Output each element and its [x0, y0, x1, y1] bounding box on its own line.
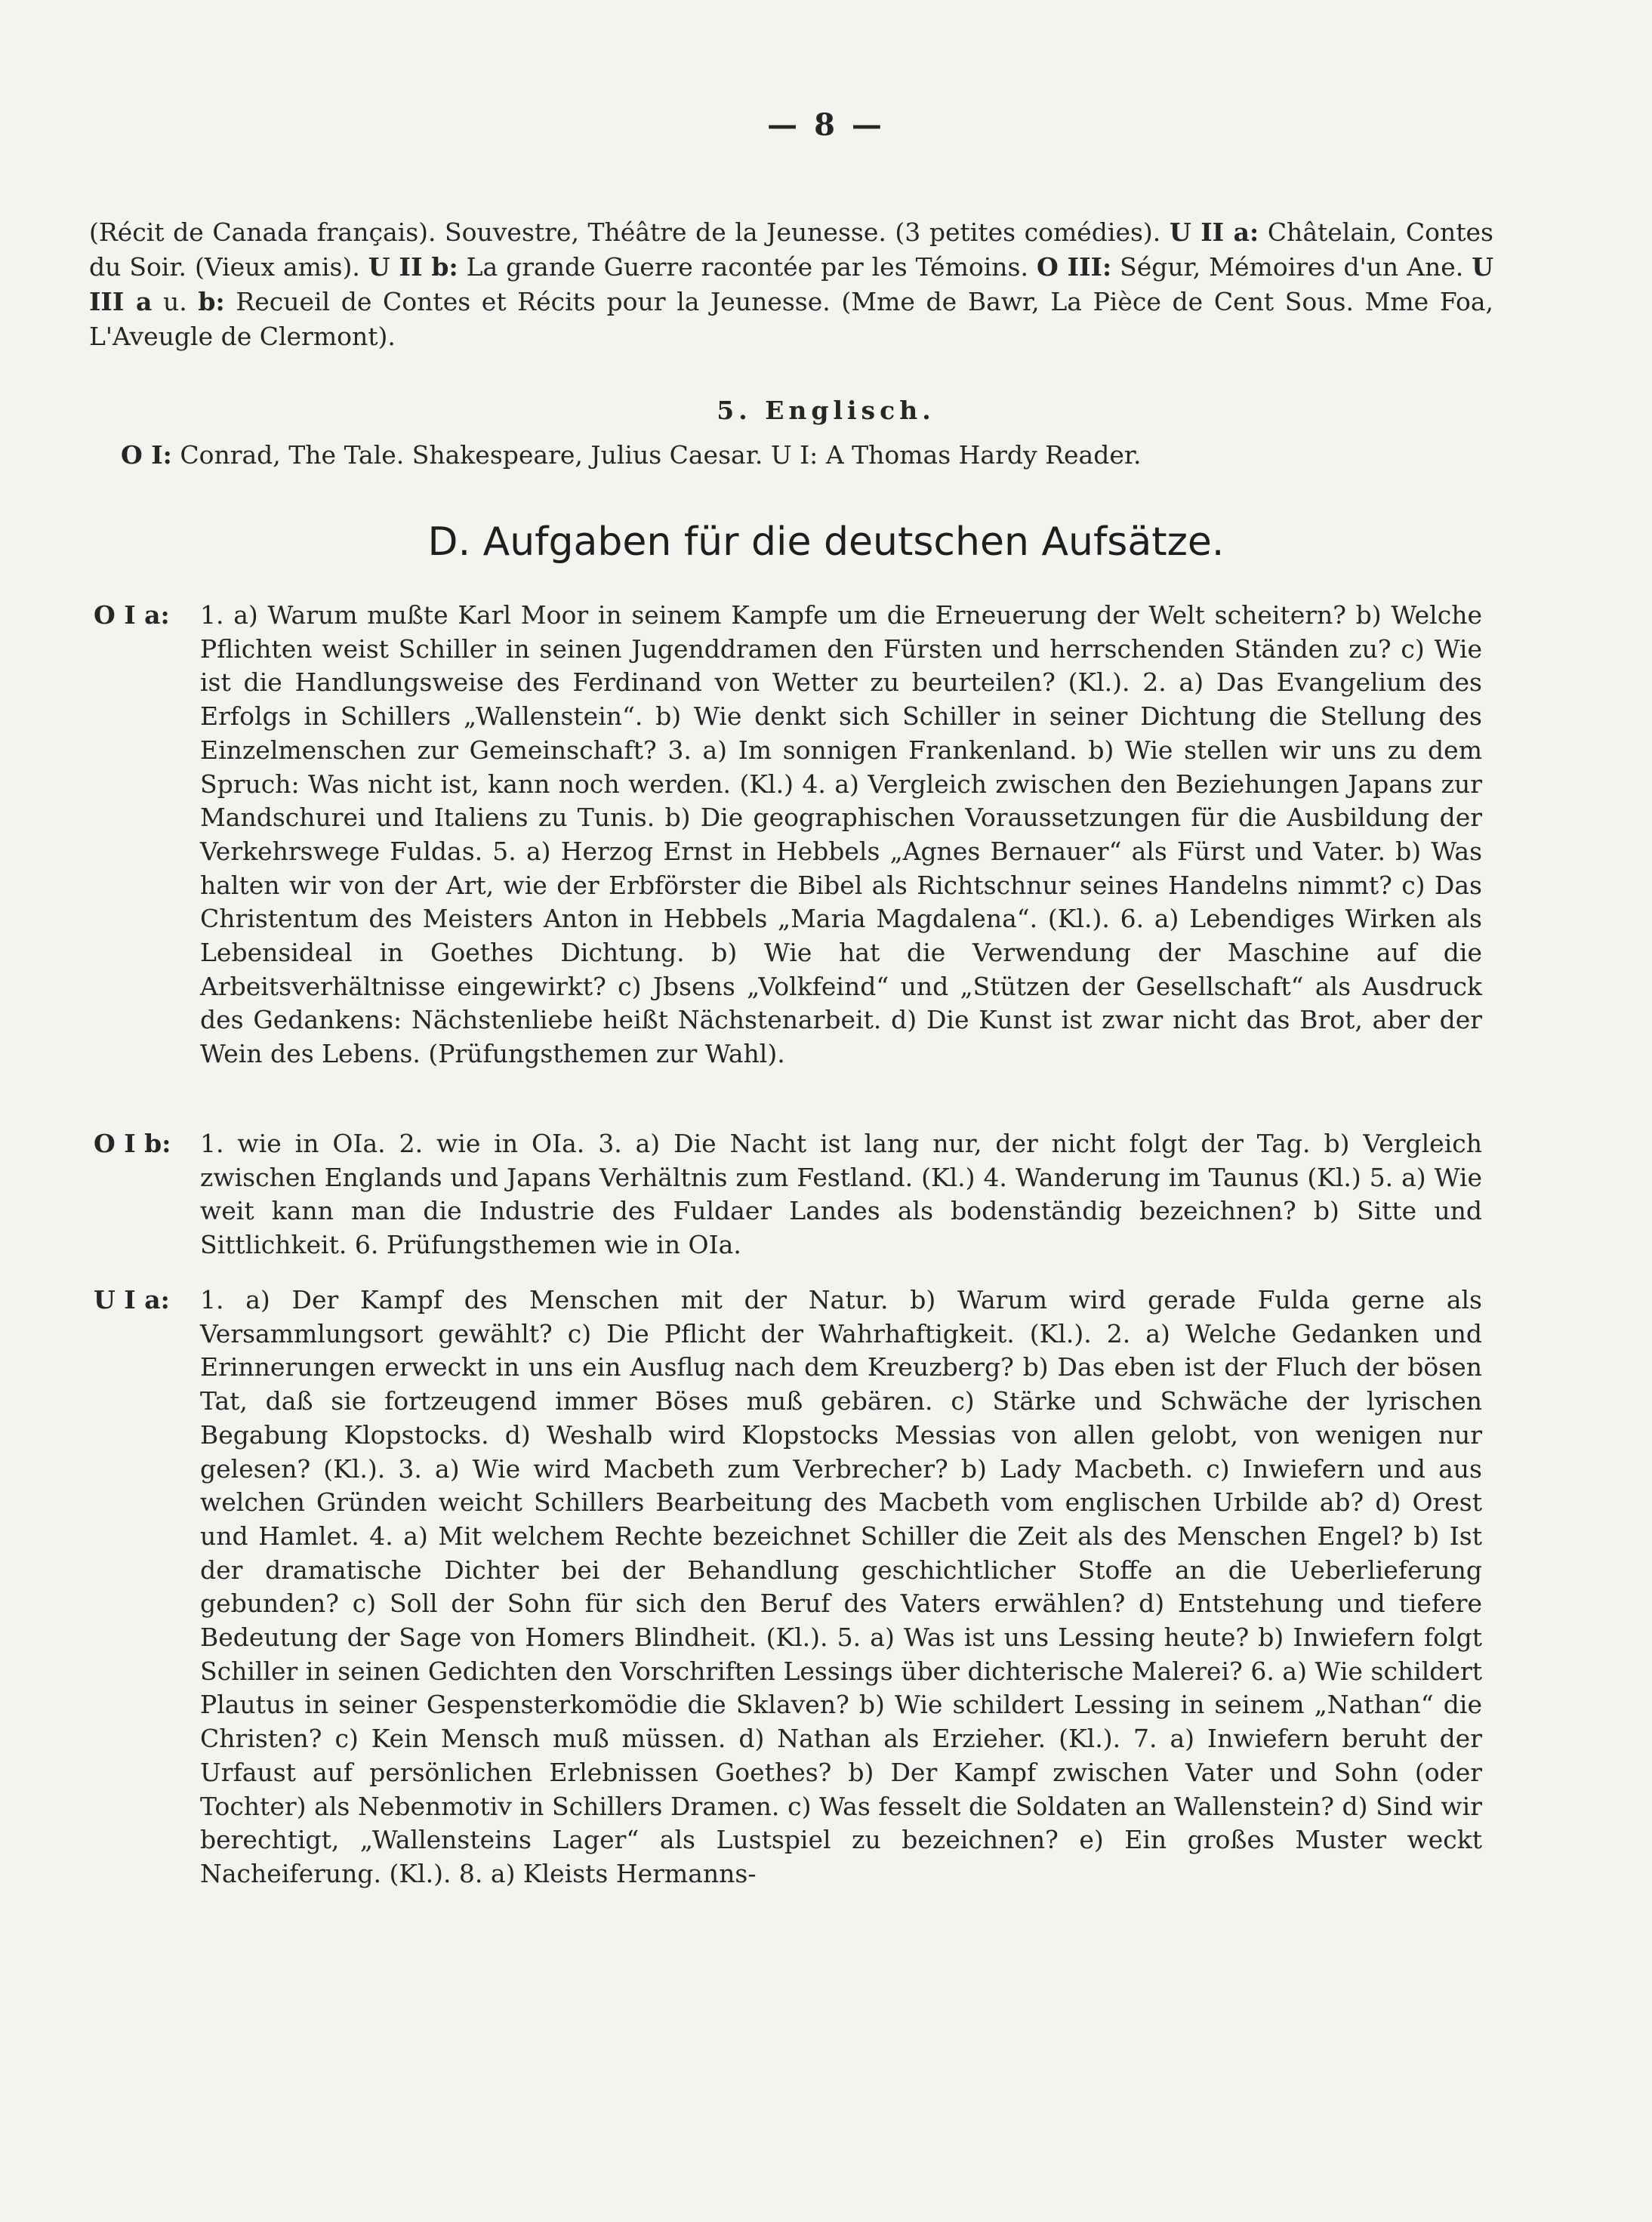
class-label-u2b: U II b:: [368, 252, 458, 282]
class-label-b: b:: [198, 287, 225, 316]
englisch-text-1: Conrad, The Tale. Shakespeare, Julius Caesar.: [180, 440, 763, 470]
intro-text-6: Recueil de Contes et Récits pour la Jeunesse. (Mme de Bawr, La Pièce de Cent Sous. Mme Foa, L'Aveugle de Clermont).: [89, 287, 1493, 351]
section-label: U I a:: [94, 1285, 170, 1314]
intro-text-4: Ségur, Mémoires d'un Ane.: [1120, 252, 1464, 282]
englisch-paragraph: [121, 438, 1495, 473]
section-text: 1. a) Warum mußte Karl Moor in seinem Kampfe um die Erneuerung der Welt scheitern? b) Welche Pflichten weist Schiller in seinen Jugenddramen den Fürsten und herrschenden Ständen zu? c) Wie ist die Handlungsweise des Ferdinand von Wetter zu beurteilen? (Kl.). 2. a) Das Evangelium des Erfolgs in Schillers „Wallenstein“. b) Wie denkt sich Schiller in seiner Dichtung die Stellung des Einzelmenschen zur Gemeinschaft? 3. a) Im sonnigen Frankenland. b) Wie stellen wir uns zu dem Spruch: Was nicht ist, kann noch werden. (Kl.) 4. a) Vergleich zwischen den Beziehungen Japans zur Mandschurei und Italiens zu Tunis. b) Die geographischen Voraussetzungen für die Ausbildung der Verkehrswege Fuldas. 5. a) Herzog Ernst in Hebbels „Agnes Bernauer“ als Fürst und Vater. b) Was halten wir von der Art, wie der Erbförster die Bibel als Richtschnur seines Handelns nimmt? c) Das Christentum des Meisters Anton in Hebbels „Maria Magdalena“. (Kl.). 6. a) Lebendiges Wirken als Lebensideal in Goethes Dichtung. b) Wie hat die Verwendung der Maschine auf die Arbeitsverhältnisse eingewirkt? c) Jbsens „Volkfeind“ und „Stützen der Gesellschaft“ als Ausdruck des Gedankens: Nächstenliebe heißt Nächstenarbeit. d) Die Kunst ist zwar nicht das Brot, aber der Wein des Lebens. (Prüfungsthemen zur Wahl).: [200, 600, 1482, 1069]
intro-text-3: La grande Guerre racontée par les Témoins.: [466, 252, 1028, 282]
section-label: O I b:: [94, 1129, 171, 1158]
class-label-u2a: U II a:: [1169, 217, 1259, 247]
intro-text-2: Châtelain, Contes du Soir. (Vieux amis).: [89, 217, 1493, 282]
section-heading-aufsaetze: D. Aufgaben für die deutschen Aufsätze.: [427, 519, 1225, 565]
intro-paragraph: [89, 215, 1493, 354]
page-number: — 8 —: [767, 107, 885, 143]
intro-text-1: (Récit de Canada français). Souvestre, Théâtre de la Jeunesse. (3 petites comédies).: [89, 217, 1161, 247]
section-text: 1. a) Der Kampf des Menschen mit der Natur. b) Warum wird gerade Fulda gerne als Versammlungsort gewählt? c) Die Pflicht der Wahrhaftigkeit. (Kl.). 2. a) Welche Gedanken und Erinnerungen erweckt in uns ein Ausflug nach dem Kreuzberg? b) Das eben ist der Fluch der bösen Tat, daß sie fortzeugend immer Böses muß gebären. c) Stärke und Schwäche der lyrischen Begabung Klopstocks. d) Weshalb wird Klopstocks Messias von allen gelobt, von wenigen nur gelesen? (Kl.). 3. a) Wie wird Macbeth zum Verbrecher? b) Lady Macbeth. c) Inwiefern und aus welchen Gründen weicht Schillers Bearbeitung des Macbeth vom englischen Urbilde ab? d) Orest und Hamlet. 4. a) Mit welchem Rechte bezeichnet Schiller die Zeit als des Menschen Engel? b) Ist der dramatische Dichter bei der Behandlung geschichtlicher Stoffe an die Ueberlieferung gebunden? c) Soll der Sohn für sich den Beruf des Vaters erwählen? d) Entstehung und tiefere Bedeutung der Sage von Homers Blindheit. (Kl.). 5. a) Was ist uns Lessing heute? b) Inwiefern folgt Schiller in seinen Gedichten den Vorschriften Lessings über dichterische Malerei? 6. a) Wie schildert Plautus in seiner Gespensterkomödie die Sklaven? b) Wie schildert Lessing in seinem „Nathan“ die Christen? c) Kein Mensch muß müssen. d) Nathan als Erzieher. (Kl.). 7. a) Inwiefern beruht der Urfaust auf persönlichen Erlebnissen Goethes? b) Der Kampf zwischen Vater und Sohn (oder Tochter) als Nebenmotiv in Schillers Dramen. c) Was fesselt die Soldaten an Wallenstein? d) Sind wir berechtigt, „Wallensteins Lager“ als Lustspiel zu bezeichnen? e) Ein großes Muster weckt Nacheiferung. (Kl.). 8. a) Kleists Hermanns-: [200, 1285, 1482, 1888]
section-label: O I a:: [94, 600, 170, 630]
class-label-o3: O III:: [1036, 252, 1112, 282]
intro-text-5: u.: [163, 287, 187, 316]
class-label-u1: U I:: [770, 440, 818, 470]
englisch-text-2: A Thomas Hardy Reader.: [825, 440, 1142, 470]
section-heading-englisch: 5. Englisch.: [717, 396, 935, 425]
class-label-o1: O I:: [121, 440, 172, 470]
section-text: 1. wie in OIa. 2. wie in OIa. 3. a) Die Nacht ist lang nur, der nicht folgt der Tag. b) Vergleich zwischen Englands und Japans Verhältnis zum Festland. (Kl.) 4. Wanderung im Taunus (Kl.) 5. a) Wie weit kann man die Industrie des Fuldaer Landes als bodenständig bezeichnen? b) Sitte und Sittlichkeit. 6. Prüfungsthemen wie in OIa.: [200, 1129, 1482, 1260]
class-label-u3a: U III a: [89, 252, 1493, 316]
